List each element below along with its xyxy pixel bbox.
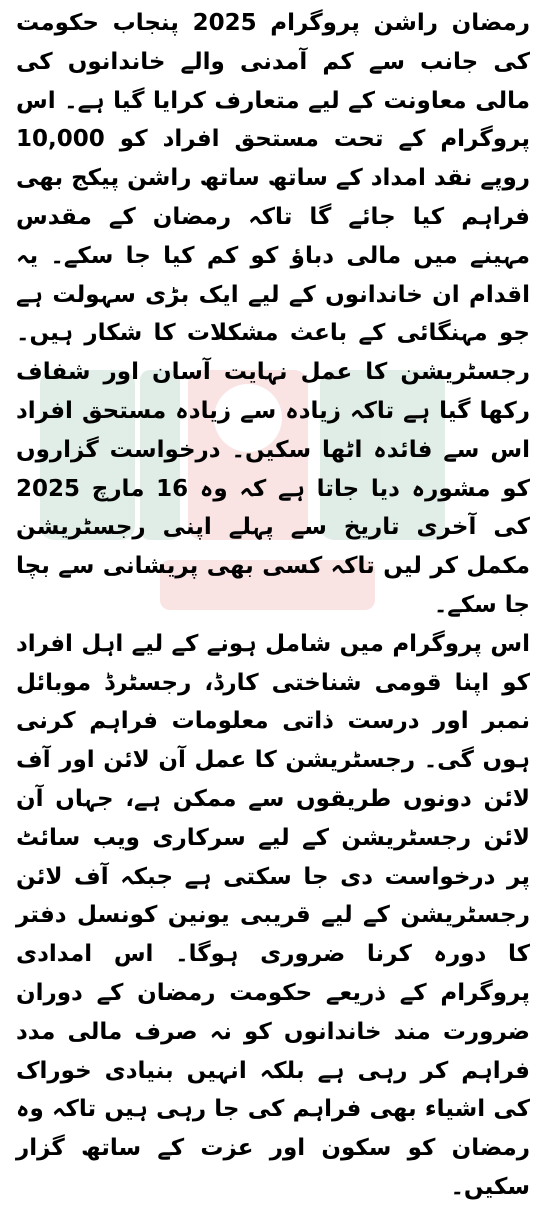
paragraph-2: اس پروگرام میں شامل ہونے کے لیے اہل افراد کو اپنا قومی شناختی کارڈ، رجسٹرڈ موبائل نمبر اور درست ذاتی معلومات فراہم کرنی ہوں گی۔ رجسٹریشن کا عمل آن لائن اور آف لائن دونوں طریقوں سے ممکن ہے، جہاں آن لائن رجسٹریشن کے لیے سرکاری ویب سائٹ پر درخواست دی جا سکتی ہے جبکہ آف لائن رجسٹریشن کے لیے قریبی یونین کونسل دفتر کا دورہ کرنا ضروری ہوگا۔ اس امدادی پروگرام کے ذریعے حکومت رمضان کے دوران ضرورت مند خاندانوں کو نہ صرف مالی مدد فراہم کر رہی ہے بلکہ انہیں بنیادی خوراک کی اشیاء بھی فراہم کی جا رہی ہیں تاکہ وہ رمضان کو سکون اور عزت کے ساتھ گزار سکیں۔ [16,630,530,1200]
paragraph-1: رمضان راشن پروگرام 2025 پنجاب حکومت کی جانب سے کم آمدنی والے خاندانوں کی مالی معاونت کے لیے متعارف کرایا گیا ہے۔ اس پروگرام کے تحت مستحق افراد کو 10,000 روپے نقد امداد کے ساتھ ساتھ راشن پیکج بھی فراہم کیا جائے گا تاکہ رمضان کے مقدس مہینے میں مالی دباؤ کو کم کیا جا سکے۔ یہ اقدام ان خاندانوں کے لیے ایک بڑی سہولت ہے جو مہنگائی کے باعث مشکلات کا شکار ہیں۔ رجسٹریشن کا عمل نہایت آسان اور شفاف رکھا گیا ہے تاکہ زیادہ سے زیادہ مستحق افراد اس سے فائدہ اٹھا سکیں۔ درخواست گزاروں کو مشورہ دیا جاتا ہے کہ وہ 16 مارچ 2025 کی آخری تاریخ سے پہلے اپنی رجسٹریشن مکمل کر لیں تاکہ کسی بھی پریشانی سے بچا جا سکے۔ [16,10,530,618]
article-body [16,4,530,1207]
